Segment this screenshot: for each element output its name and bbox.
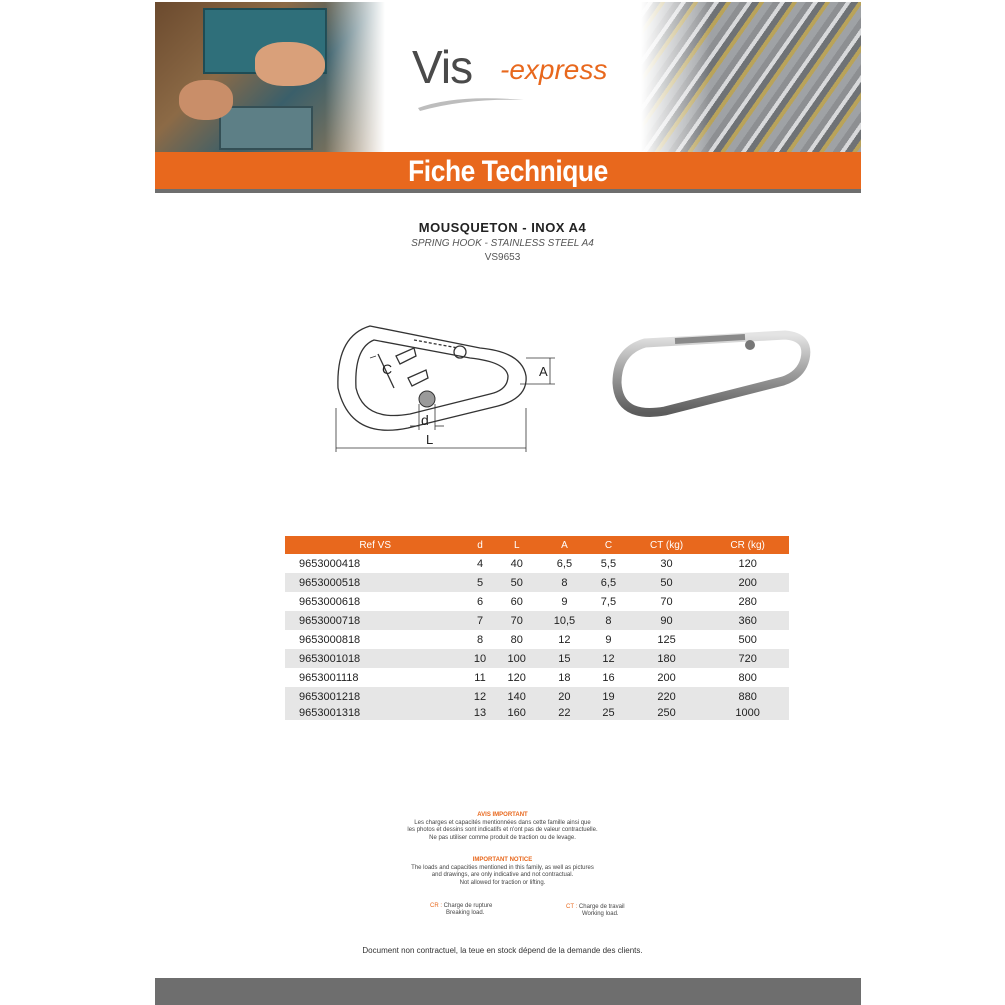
cell-ref: 9653000718 bbox=[285, 611, 465, 630]
cell-d: 13 bbox=[465, 706, 494, 720]
header-banner bbox=[155, 2, 861, 152]
cell-cr: 500 bbox=[738, 633, 757, 646]
legend-cr bbox=[430, 903, 492, 917]
technical-drawing bbox=[330, 318, 570, 458]
table-row bbox=[285, 630, 789, 649]
legend-ct-fr: Charge de travail bbox=[578, 904, 625, 910]
cell-cr: 120 bbox=[738, 557, 757, 570]
table-row bbox=[285, 668, 789, 687]
product-title: MOUSQUETON - INOX A4 bbox=[418, 220, 587, 235]
cell-cr: 280 bbox=[738, 595, 757, 608]
col-a: A bbox=[539, 536, 590, 554]
cell-l: 60 bbox=[510, 595, 523, 608]
cell-cr: 200 bbox=[706, 573, 789, 592]
cell-c: 5,5 bbox=[600, 557, 617, 570]
legend-cr-fr: Charge de rupture bbox=[443, 903, 493, 909]
cell-c: 7,5 bbox=[600, 595, 617, 608]
cell-ref: 9653001318 bbox=[285, 706, 465, 720]
cell-l: 120 bbox=[507, 671, 526, 684]
brand-suffix: -express bbox=[500, 54, 608, 85]
cell-a: 20 bbox=[539, 687, 590, 706]
cell-l: 50 bbox=[495, 573, 539, 592]
cell-c: 6,5 bbox=[590, 573, 627, 592]
cell-a: 15 bbox=[539, 649, 590, 668]
banner-title: Fiche Technique bbox=[408, 155, 608, 188]
notice-en-line: The loads and capacities mentioned in this family, as well as pictures bbox=[411, 864, 594, 871]
col-c: C bbox=[590, 536, 627, 554]
table-row bbox=[285, 611, 789, 630]
cell-d: 5 bbox=[465, 573, 494, 592]
notice-en bbox=[0, 857, 1005, 887]
product-reference: VS9653 bbox=[484, 252, 521, 263]
footer-bar bbox=[155, 978, 861, 1005]
cell-d: 6 bbox=[476, 595, 484, 608]
cell-a: 6,5 bbox=[556, 557, 573, 570]
legend-cr-key: CR : bbox=[430, 903, 442, 909]
cell-ref: 9653000618 bbox=[299, 595, 361, 608]
workshop-photo bbox=[155, 2, 385, 152]
notice-en-line: Not allowed for traction or lifting. bbox=[459, 879, 546, 886]
cell-ct: 200 bbox=[657, 671, 676, 684]
legend-ct-key: CT : bbox=[566, 904, 578, 910]
cell-d: 10 bbox=[465, 649, 494, 668]
dim-l-label: L bbox=[426, 432, 434, 447]
cell-d: 7 bbox=[465, 611, 494, 630]
col-ref: Ref VS bbox=[285, 536, 465, 554]
cell-c: 9 bbox=[605, 633, 612, 646]
cell-cr: 880 bbox=[706, 687, 789, 706]
cell-d: 11 bbox=[474, 671, 486, 684]
cell-a: 10,5 bbox=[539, 611, 590, 630]
cell-ct: 180 bbox=[627, 649, 707, 668]
cell-l: 70 bbox=[495, 611, 539, 630]
cell-l: 40 bbox=[510, 557, 523, 570]
spec-table bbox=[285, 536, 789, 720]
notice-en-heading: IMPORTANT NOTICE bbox=[472, 857, 533, 863]
cell-cr: 360 bbox=[706, 611, 789, 630]
notice-fr-heading: AVIS IMPORTANT bbox=[477, 812, 528, 818]
cell-c: 12 bbox=[590, 649, 627, 668]
cell-c: 8 bbox=[590, 611, 627, 630]
legend-cr-en: Breaking load. bbox=[446, 910, 485, 916]
cell-ref: 9653000818 bbox=[299, 633, 361, 646]
col-d: d bbox=[465, 536, 494, 554]
cell-ct: 125 bbox=[657, 633, 676, 646]
cell-ct: 30 bbox=[660, 557, 673, 570]
cell-l: 160 bbox=[495, 706, 539, 720]
table-row bbox=[285, 649, 789, 668]
banner-divider bbox=[155, 189, 861, 193]
notice-en-line: and drawings, are only indicative and not contractual. bbox=[431, 872, 574, 878]
cell-d: 8 bbox=[476, 633, 484, 646]
cell-cr: 720 bbox=[706, 649, 789, 668]
col-l: L bbox=[495, 536, 539, 554]
banner-title-bar bbox=[155, 152, 861, 189]
cell-ct: 250 bbox=[627, 706, 707, 720]
cell-cr: 1000 bbox=[706, 706, 789, 720]
cell-l: 100 bbox=[495, 649, 539, 668]
cell-ref: 9653001218 bbox=[285, 687, 465, 706]
cell-a: 9 bbox=[561, 595, 568, 608]
legend-ct-en: Working load. bbox=[582, 911, 619, 917]
notice-fr-line: les photos et dessins sont indicatifs et n'ont pas de valeur contractuelle. bbox=[407, 827, 598, 833]
cell-ref: 9653001018 bbox=[285, 649, 465, 668]
logo-swoosh-icon bbox=[416, 92, 526, 112]
notice-fr-line: Les charges et capacités mentionnées dans cette famille ainsi que bbox=[414, 819, 591, 826]
cell-ct: 50 bbox=[627, 573, 707, 592]
table-header-row bbox=[285, 536, 789, 554]
cell-c: 16 bbox=[602, 671, 615, 684]
brand-main: Vis bbox=[412, 41, 473, 93]
notice-fr-line: Ne pas utiliser comme produit de traction ou de levage. bbox=[429, 834, 576, 841]
col-cr: CR (kg) bbox=[706, 536, 789, 554]
dim-a-label: A bbox=[539, 364, 548, 379]
product-subtitle: SPRING HOOK - STAINLESS STEEL A4 bbox=[411, 238, 594, 249]
table-row bbox=[285, 592, 789, 611]
notice-fr bbox=[0, 812, 1005, 842]
disclaimer: Document non contractuel, la teue en stock dépend de la demande des clients. bbox=[362, 946, 643, 955]
table-row bbox=[285, 706, 789, 720]
table-row bbox=[285, 573, 789, 592]
cell-d: 4 bbox=[476, 557, 484, 570]
cell-ct: 90 bbox=[627, 611, 707, 630]
cell-l: 80 bbox=[510, 633, 523, 646]
table-row bbox=[285, 687, 789, 706]
cell-c: 19 bbox=[590, 687, 627, 706]
cell-c: 25 bbox=[590, 706, 627, 720]
cell-cr: 800 bbox=[738, 671, 757, 684]
cell-a: 18 bbox=[558, 671, 571, 684]
spring-hook-photo bbox=[605, 325, 815, 420]
cell-ct: 220 bbox=[627, 687, 707, 706]
dim-d-label: d bbox=[421, 412, 429, 428]
cell-a: 8 bbox=[539, 573, 590, 592]
legend-ct bbox=[566, 904, 625, 918]
col-ct: CT (kg) bbox=[627, 536, 707, 554]
cell-ref: 9653000418 bbox=[299, 557, 361, 570]
cell-d: 12 bbox=[465, 687, 494, 706]
cell-l: 140 bbox=[495, 687, 539, 706]
dim-c-label: C bbox=[382, 361, 393, 377]
cell-ref: 9653001118 bbox=[299, 671, 359, 684]
screws-photo bbox=[641, 2, 861, 152]
cell-a: 12 bbox=[558, 633, 571, 646]
cell-ref: 9653000518 bbox=[285, 573, 465, 592]
cell-ct: 70 bbox=[660, 595, 673, 608]
brand-logo bbox=[412, 40, 612, 120]
cell-a: 22 bbox=[539, 706, 590, 720]
table-row bbox=[285, 554, 789, 573]
